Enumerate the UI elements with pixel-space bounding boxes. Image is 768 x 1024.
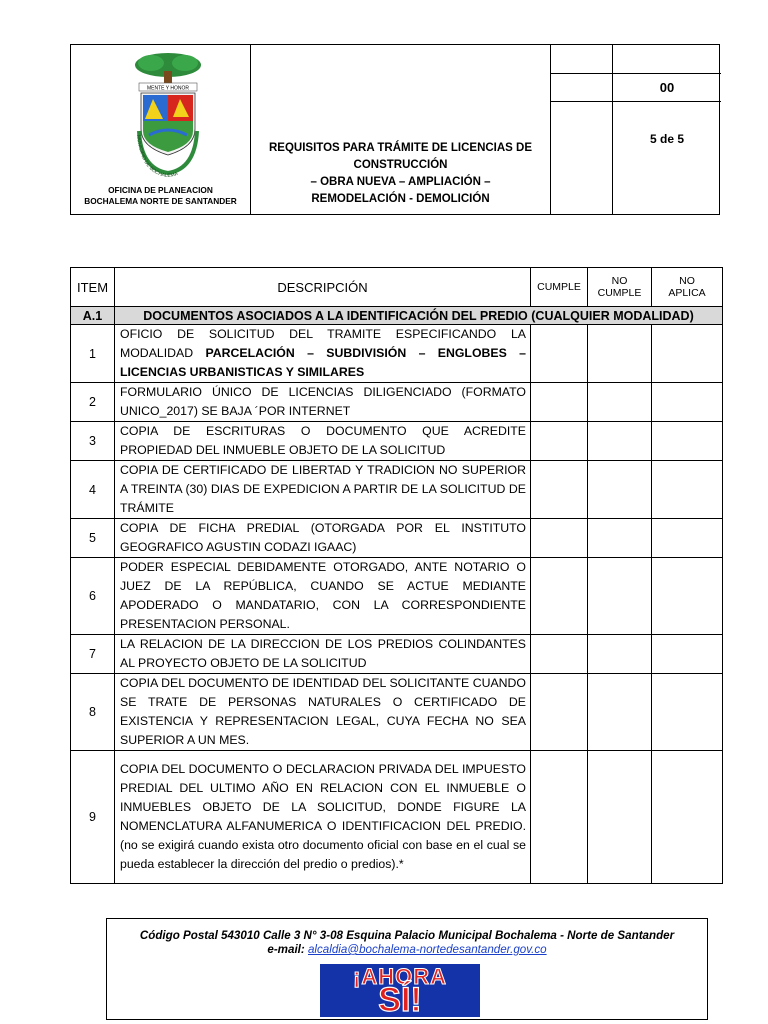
- document-header: [70, 44, 720, 215]
- cumple-cell[interactable]: [531, 422, 588, 461]
- item-number: 2: [71, 383, 115, 422]
- cumple-cell[interactable]: [531, 674, 588, 751]
- no-aplica-cell[interactable]: [652, 751, 723, 884]
- section-row: [71, 307, 723, 325]
- item-description: [115, 383, 531, 422]
- table-row: [71, 558, 723, 635]
- description-text: PODER ESPECIAL DEBIDAMENTE OTORGADO, ANTE NOTARIO O JUEZ DE LA REPÚBLICA, CUANDO SE ACTUE MEDIANTE APODERADO O MANDATARIO, CON LA CORRESPONDIENTE PRESENTACION PERSONAL.: [120, 560, 526, 631]
- no-cumple-cell[interactable]: [588, 519, 652, 558]
- title-cell: [251, 45, 551, 214]
- meta-row-page: [551, 102, 721, 214]
- header-no-aplica: NO APLICA: [652, 268, 723, 307]
- description-text: OFICIO DE SOLICITUD DEL TRAMITE ESPECIFICANDO LA MODALIDAD: [120, 327, 526, 360]
- no-cumple-cell[interactable]: [588, 635, 652, 674]
- table-row: [71, 383, 723, 422]
- municipal-crest-icon: [131, 51, 205, 179]
- badge-line-2: SÍ!: [378, 981, 422, 1019]
- no-aplica-cell[interactable]: [652, 558, 723, 635]
- no-aplica-cell[interactable]: [652, 422, 723, 461]
- description-bold-text: PARCELACIÓN – SUBDIVISIÓN – ENGLOBES – LICENCIAS URBANISTICAS Y SIMILARES: [120, 346, 526, 379]
- cumple-cell[interactable]: [531, 635, 588, 674]
- no-cumple-cell[interactable]: [588, 461, 652, 519]
- item-description: [115, 635, 531, 674]
- requirements-table: [70, 267, 723, 884]
- footer-email-line: [107, 943, 707, 957]
- item-description: [115, 751, 531, 884]
- office-line-1: OFICINA DE PLANEACION: [108, 185, 213, 195]
- item-number: 5: [71, 519, 115, 558]
- meta-row-version: [551, 74, 721, 102]
- description-text: LA RELACION DE LA DIRECCION DE LOS PREDIOS COLINDANTES AL PROYECTO OBJETO DE LA SOLICITUD: [120, 637, 526, 670]
- description-text: FORMULARIO ÚNICO DE LICENCIAS DILIGENCIADO (FORMATO UNICO_2017) SE BAJA ´POR INTERNET: [120, 385, 526, 418]
- no-cumple-cell[interactable]: [588, 751, 652, 884]
- version-value: 00: [659, 80, 675, 95]
- cumple-cell[interactable]: [531, 461, 588, 519]
- section-title: DOCUMENTOS ASOCIADOS A LA IDENTIFICACIÓN DEL PREDIO (CUALQUIER MODALIDAD): [115, 307, 723, 325]
- meta-row-code: [551, 45, 721, 74]
- description-text: COPIA DEL DOCUMENTO O DECLARACION PRIVADA DEL IMPUESTO PREDIAL DEL ULTIMO AÑO EN RELACION CON EL INMUEBLE O INMUEBLES OBJETO DE LA SOLICITUD, DONDE FIGURE LA NOMENCLATURA ALFANUMERICA O IDENTIFICACION DEL PREDIO. (no se exigirá cuando exista otro documento oficial con base en el cual se pueda establecer la dirección del predio o predios).*: [120, 762, 526, 871]
- page-number: 5 de 5: [649, 132, 685, 146]
- title-line: – OBRA NUEVA – AMPLIACIÓN –: [310, 176, 491, 188]
- logo-cell: [71, 45, 251, 214]
- item-number: 6: [71, 558, 115, 635]
- page-footer: [106, 918, 708, 1020]
- crest-motto: MENTE Y HONOR: [146, 85, 190, 92]
- footer-address: Código Postal 543010 Calle 3 N° 3-08 Esquina Palacio Municipal Bochalema - Norte de Santander: [139, 929, 675, 942]
- description-text: COPIA DEL DOCUMENTO DE IDENTIDAD DEL SOLICITANTE CUANDO SE TRATE DE PERSONAS NATURALES O CERTIFICADO DE EXISTENCIA Y REPRESENTACION LEGAL, CUYA FECHA NO SEA SUPERIOR A UN MES.: [120, 676, 526, 747]
- title-line: CONSTRUCCIÓN: [353, 159, 448, 171]
- no-cumple-cell[interactable]: [588, 325, 652, 383]
- no-cumple-cell[interactable]: [588, 383, 652, 422]
- header-description: DESCRIPCIÓN: [115, 268, 531, 307]
- cumple-cell[interactable]: [531, 751, 588, 884]
- no-aplica-cell[interactable]: [652, 674, 723, 751]
- table-row: [71, 674, 723, 751]
- cumple-cell[interactable]: [531, 383, 588, 422]
- no-cumple-cell[interactable]: [588, 422, 652, 461]
- cumple-cell[interactable]: [531, 519, 588, 558]
- item-number: 8: [71, 674, 115, 751]
- section-code: A.1: [71, 307, 115, 325]
- no-aplica-cell[interactable]: [652, 383, 723, 422]
- no-cumple-cell[interactable]: [588, 558, 652, 635]
- email-label: e-mail:: [267, 943, 305, 956]
- item-number: 9: [71, 751, 115, 884]
- no-cumple-cell[interactable]: [588, 674, 652, 751]
- item-number: 4: [71, 461, 115, 519]
- description-text: COPIA DE ESCRITURAS O DOCUMENTO QUE ACREDITE PROPIEDAD DEL INMUEBLE OBJETO DE LA SOLICITUD: [120, 424, 526, 457]
- header-item: ITEM: [71, 268, 115, 307]
- item-number: 1: [71, 325, 115, 383]
- badge-line-1: ¡AHORA: [353, 964, 447, 989]
- item-description: [115, 674, 531, 751]
- document-meta: [551, 45, 721, 214]
- table-row: [71, 519, 723, 558]
- table-row: [71, 461, 723, 519]
- table-row: [71, 635, 723, 674]
- no-aplica-cell[interactable]: [652, 461, 723, 519]
- header-no-cumple: NO CUMPLE: [588, 268, 652, 307]
- cumple-cell[interactable]: [531, 325, 588, 383]
- table-header-row: [71, 268, 723, 307]
- item-description: [115, 519, 531, 558]
- office-name: [71, 185, 250, 207]
- ahora-si-logo: [320, 964, 480, 1017]
- office-line-2: BOCHALEMA NORTE DE SANTANDER: [84, 196, 237, 206]
- email-link[interactable]: alcaldia@bochalema-nortedesantander.gov.co: [307, 943, 547, 956]
- item-description: [115, 422, 531, 461]
- crest-ribbon-text: MUNICIPIO DE BOCHALEMA: [135, 134, 179, 179]
- item-description: [115, 325, 531, 383]
- description-text: COPIA DE CERTIFICADO DE LIBERTAD Y TRADICION NO SUPERIOR A TREINTA (30) DIAS DE EXPEDICION A PARTIR DE LA SOLICITUD DE TRÁMITE: [120, 463, 526, 515]
- title-line: REMODELACIÓN - DEMOLICIÓN: [311, 193, 490, 205]
- table-row: [71, 422, 723, 461]
- item-description: [115, 558, 531, 635]
- item-number: 7: [71, 635, 115, 674]
- table-row: [71, 325, 723, 383]
- description-text: COPIA DE FICHA PREDIAL (OTORGADA POR EL INSTITUTO GEOGRAFICO AGUSTIN CODAZI IGAAC): [120, 521, 526, 554]
- cumple-cell[interactable]: [531, 558, 588, 635]
- header-cumple: CUMPLE: [531, 268, 588, 307]
- document-title: [257, 140, 544, 208]
- no-aplica-cell[interactable]: [652, 635, 723, 674]
- item-description: [115, 461, 531, 519]
- no-aplica-cell[interactable]: [652, 325, 723, 383]
- title-line: REQUISITOS PARA TRÁMITE DE LICENCIAS DE: [268, 142, 533, 154]
- table-row: [71, 751, 723, 884]
- item-number: 3: [71, 422, 115, 461]
- no-aplica-cell[interactable]: [652, 519, 723, 558]
